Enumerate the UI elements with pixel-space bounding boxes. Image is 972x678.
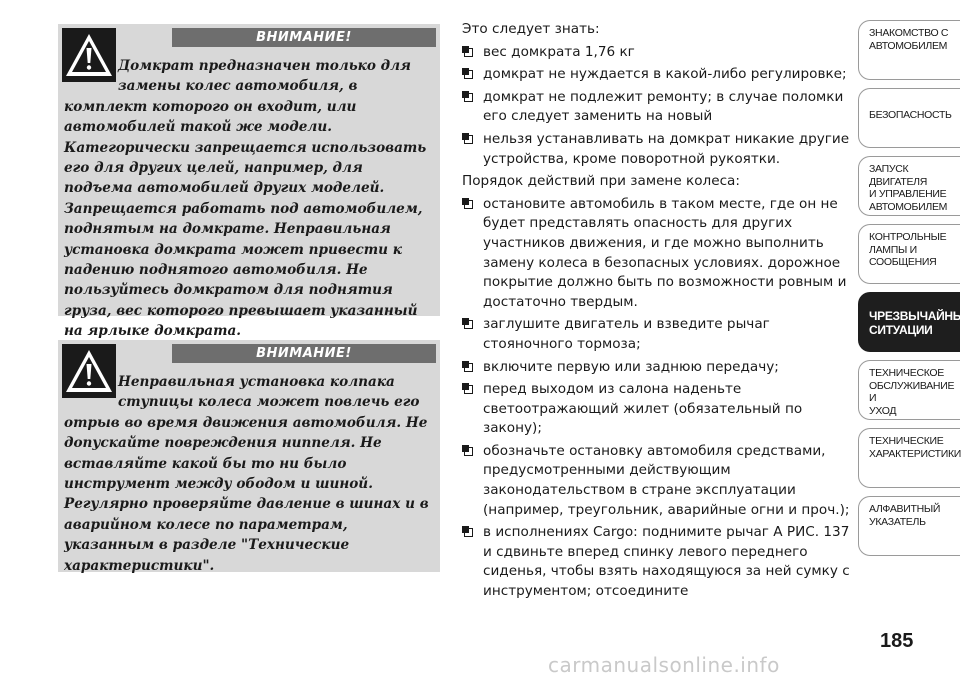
square-bullet-icon bbox=[464, 70, 473, 79]
warning-header: ВНИМАНИЕ! bbox=[172, 28, 436, 47]
warning-box bbox=[58, 340, 440, 572]
square-bullet-icon bbox=[464, 528, 473, 537]
square-bullet-icon bbox=[464, 93, 473, 102]
chapter-nav bbox=[858, 20, 972, 564]
list-item: домкрат не нуждается в какой-либо регулировке; bbox=[462, 65, 852, 85]
nav-tab-getting-to-know[interactable]: ЗНАКОМСТВО С АВТОМОБИЛЕМ bbox=[858, 20, 960, 80]
warning-header: ВНИМАНИЕ! bbox=[172, 344, 436, 363]
square-bullet-icon bbox=[464, 363, 473, 372]
nav-tab-specifications[interactable]: ТЕХНИЧЕСКИЕ ХАРАКТЕРИСТИКИ bbox=[858, 428, 960, 488]
page-number: 185 bbox=[880, 630, 914, 652]
know-list bbox=[462, 43, 852, 170]
procedure-list bbox=[462, 195, 852, 602]
warning-body: замены колес автомобиля, в комплект которого он входит, или автомобилей такой же модели. Категорически запрещается использовать его для других целей, например, для подъема автомобилей других моделей. Запрещается работать под автомобилем, поднятым на домкрате. Неправильная установка домкрата может привести к падению поднятого автомобиля. Не пользуйтесь домкратом для поднятия груза, вес которого превышает указанный на ярлыке домкрата. bbox=[64, 78, 427, 340]
list-item: обозначьте остановку автомобиля средствами, предусмотренными действующим законодательством в стране эксплуатации (например, треугольник, аварийные огни и проч.); bbox=[462, 442, 852, 520]
warning-text bbox=[64, 372, 432, 576]
list-item: остановите автомобиль в таком месте, где он не будет представлять опасность для других участников движения, и где можно выполнить замену колеса в безопасных условиях. дорожное покрытие должно быть по возможности ровным и достаточно твердым. bbox=[462, 195, 852, 313]
intro-text: Это следует знать: bbox=[462, 21, 600, 37]
square-bullet-icon bbox=[464, 135, 473, 144]
warning-first-line: Неправильная установка колпака bbox=[118, 374, 395, 390]
nav-tab-warning-lights[interactable]: КОНТРОЛЬНЫЕ ЛАМПЫ И СООБЩЕНИЯ bbox=[858, 224, 960, 284]
nav-tab-maintenance[interactable]: ТЕХНИЧЕСКОЕ ОБСЛУЖИВАНИЕ И УХОД bbox=[858, 360, 960, 420]
nav-tab-index[interactable]: АЛФАВИТНЫЙ УКАЗАТЕЛЬ bbox=[858, 496, 960, 556]
square-bullet-icon bbox=[464, 320, 473, 329]
list-item: нельзя устанавливать на домкрат никакие другие устройства, кроме поворотной рукоятки. bbox=[462, 130, 852, 169]
square-bullet-icon bbox=[464, 385, 473, 394]
nav-tab-emergency[interactable]: ЧРЕЗВЫЧАЙНЫЕ СИТУАЦИИ bbox=[858, 292, 960, 352]
list-item: перед выходом из салона наденьте светоотражающий жилет (обязательный по закону); bbox=[462, 380, 852, 439]
watermark: carmanualsonline.info bbox=[548, 653, 780, 677]
main-content bbox=[462, 20, 852, 605]
warning-box bbox=[58, 24, 440, 340]
square-bullet-icon bbox=[464, 48, 473, 57]
warning-text bbox=[64, 56, 432, 342]
nav-tab-safety[interactable]: БЕЗОПАСНОСТЬ bbox=[858, 88, 960, 148]
warning-body: ступицы колеса может повлечь его отрыв во время движения автомобиля. Не допускайте повреждения ниппеля. Не вставляйте какой бы то ни было инструмент между ободом и шиной. Регулярно проверяйте давление в шинах и в аварийном колесе по параметрам, указанным в разделе "Технические характеристики". bbox=[64, 394, 429, 574]
list-item: включите первую или заднюю передачу; bbox=[462, 358, 852, 378]
square-bullet-icon bbox=[464, 200, 473, 209]
procedure-title: Порядок действий при замене колеса: bbox=[462, 173, 740, 190]
list-item: в исполнениях Cargo: поднимите рычаг А РИС. 137 и сдвиньте вперед спинку левого переднего сиденья, чтобы взять находящуюся за ней сумку с инструментом; отсоедините bbox=[462, 523, 852, 601]
list-item: домкрат не подлежит ремонту; в случае поломки его следует заменить на новый bbox=[462, 88, 852, 127]
square-bullet-icon bbox=[464, 447, 473, 456]
list-item: заглушите двигатель и взведите рычаг стояночного тормоза; bbox=[462, 315, 852, 354]
list-item: вес домкрата 1,76 кг bbox=[462, 43, 852, 63]
warning-first-line: Домкрат предназначен только для bbox=[118, 58, 411, 74]
nav-tab-starting-driving[interactable]: ЗАПУСК ДВИГАТЕЛЯ И УПРАВЛЕНИЕ АВТОМОБИЛЕМ bbox=[858, 156, 960, 216]
